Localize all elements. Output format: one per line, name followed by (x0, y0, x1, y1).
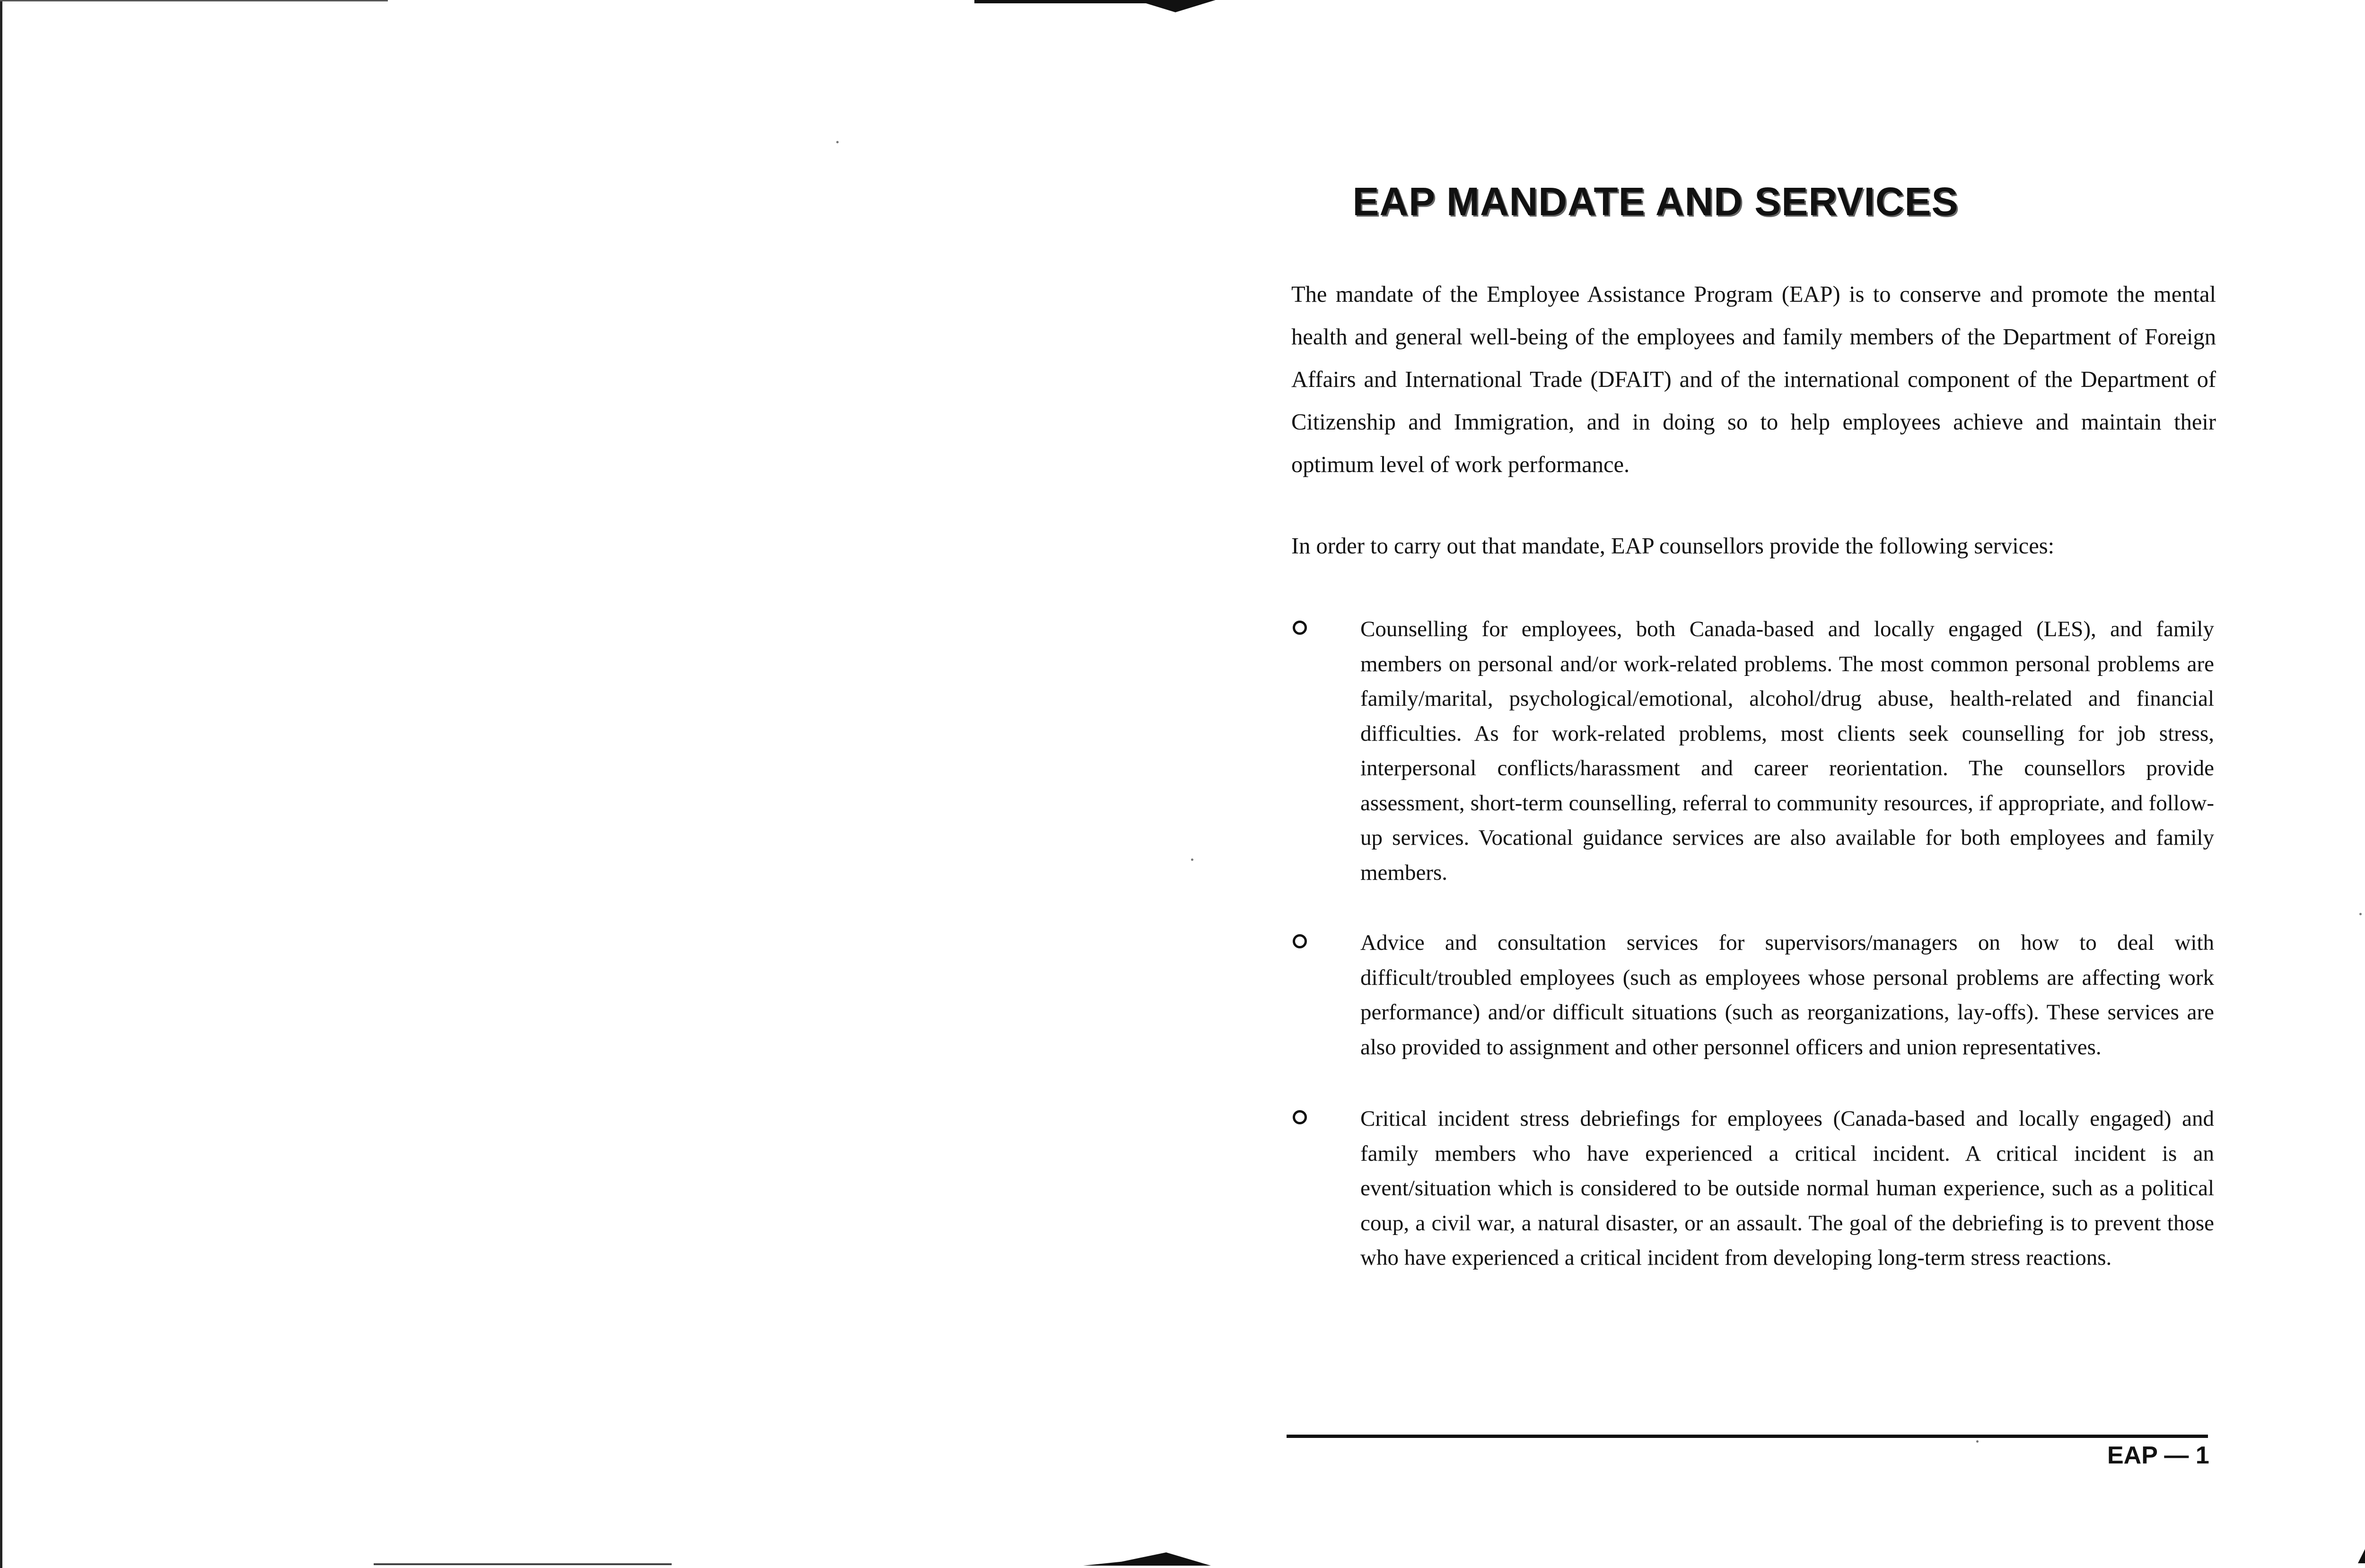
scan-speck (2359, 913, 2362, 915)
scan-edge-left (0, 0, 2, 1568)
mandate-paragraph: The mandate of the Employee Assistance Program (EAP) is to conserve and promote the mental health and general well-being of the employees and family members of the Department of Foreign Affairs and International Trade (DFAIT) and of the international component of the Department of Citizenship and Immigration, and in doing so to help employees achieve and maintain their optimum level of work performance. (1291, 282, 2216, 477)
bullet-circle-icon (1293, 621, 1307, 635)
binding-notch-bottom (1083, 1552, 1211, 1566)
services-intro: In order to carry out that mandate, EAP counsellors provide the following services: (1291, 534, 2055, 559)
page-number: EAP — 1 (2107, 1442, 2209, 1469)
bullet-circle-icon (1293, 934, 1307, 948)
scan-speck (1191, 858, 1193, 861)
scan-corner-mark (2358, 1544, 2365, 1563)
scan-speck (836, 141, 839, 143)
scan-speck (1976, 1440, 1979, 1443)
service-item-debriefing: Critical incident stress debriefings for employees (Canada-based and locally engaged) and family members who have experienced a critical incident. A critical incident is an event/situation which is considered to be outside normal human experience, such as a political coup, a civil war, a natural disaster, or an assault. The goal of the debriefing is to prevent those who have experienced a critical incident from developing long-term stress reactions. (1360, 1106, 2214, 1270)
page-title: EAP MANDATE AND SERVICES (1352, 179, 1959, 224)
footer-rule (1287, 1435, 2208, 1438)
bullet-circle-icon (1293, 1110, 1307, 1124)
binding-notch-top (1135, 0, 1216, 12)
service-item-advice: Advice and consultation services for supervisors/managers on how to deal with difficult/troubled employees (such as employees whose personal problems are affecting work performance) and/or difficult situations (such as reorganizations, lay-offs). These services are also provided to assignment and other personnel officers and union representatives. (1360, 930, 2214, 1060)
scan-edge-bottom (374, 1563, 672, 1565)
scan-edge-top (0, 0, 388, 1)
service-item-counselling: Counselling for employees, both Canada-based and locally engaged (LES), and family members on personal and/or work-related problems. The most common personal problems are family/marital, psychological/emotional, alcohol/drug abuse, health-related and financial difficulties. As for work-related problems, most clients seek counselling for job stress, interpersonal conflicts/harassment and career reorientation. The counsellors provide assessment, short-term counselling, referral to community resources, if appropriate, and follow-up services. Vocational guidance services are also available for both employees and family members. (1360, 617, 2214, 885)
